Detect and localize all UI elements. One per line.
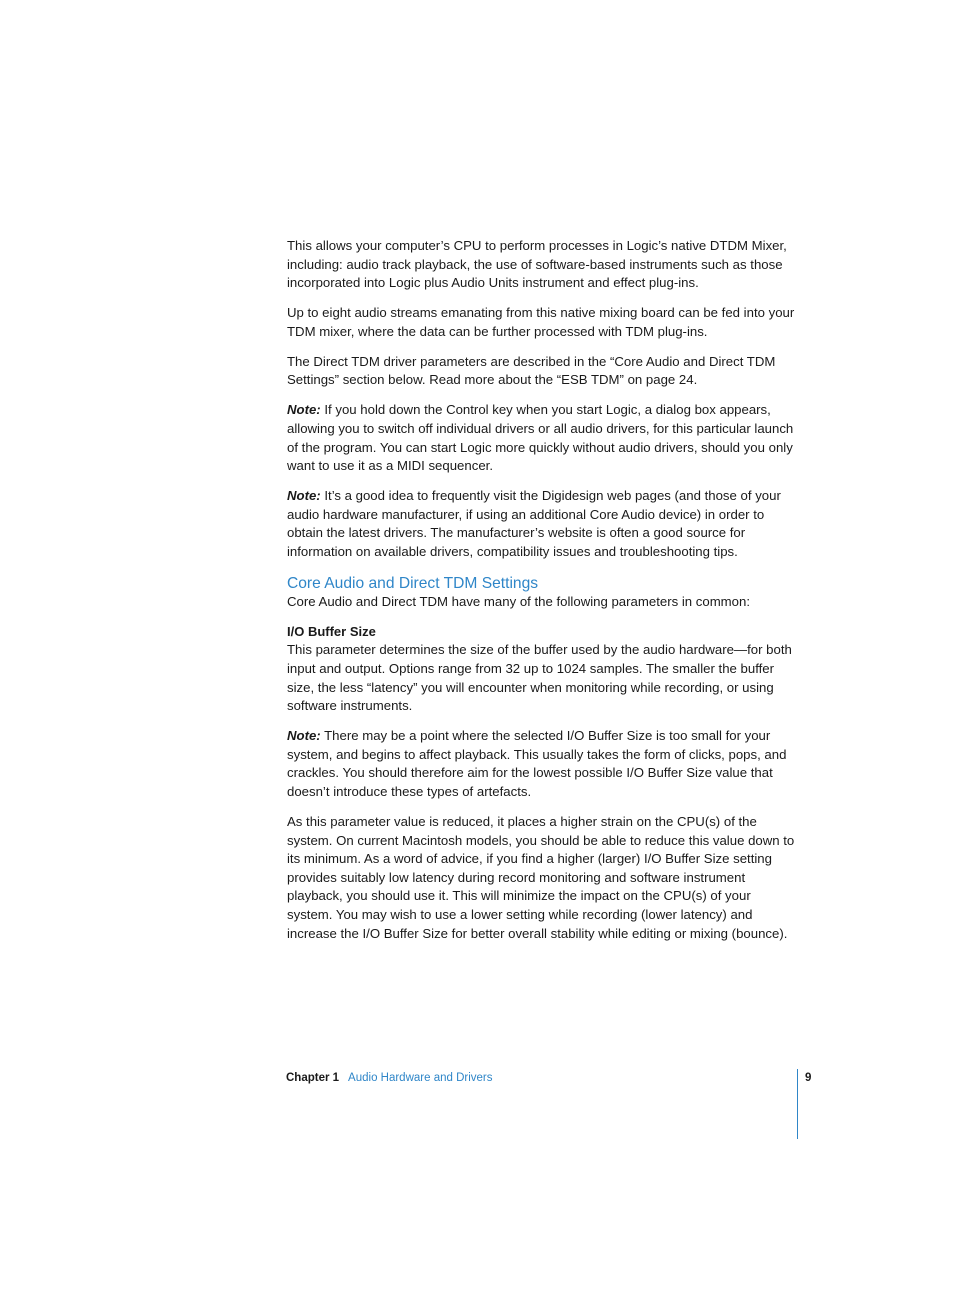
note-control-key [287, 401, 799, 475]
footer-divider [797, 1069, 798, 1139]
paragraph-audio-streams: Up to eight audio streams emanating from this native mixing board can be fed into your TDM mixer, where the data can be further processed with TDM plug-ins. [287, 305, 795, 339]
note-digidesign-web [287, 487, 799, 561]
page-number: 9 [805, 1072, 812, 1084]
footer-chapter-label: Chapter 1 [286, 1072, 340, 1084]
page-footer [286, 1070, 493, 1086]
paragraph-cpu-processes: This allows your computer’s CPU to perform processes in Logic’s native DTDM Mixer, including: audio track playback, the use of software-based instruments such as those incorporated into Logic plus Audio Units instrument and effect plug-ins. [287, 238, 787, 291]
note-buffer-too-small [287, 727, 799, 801]
note-text: If you hold down the Control key when you start Logic, a dialog box appears, allowing you to switch off individual drivers or all audio drivers, for this particular launch of the program. You can start Logic more quickly without audio drivers, should you only want to use it as a MIDI sequencer. [287, 402, 794, 474]
paragraph-direct-tdm-parameters: The Direct TDM driver parameters are described in the “Core Audio and Direct TDM Settings” section below. Read more about the “ESB TDM” on page 24. [287, 353, 776, 388]
note-label: Note: [287, 488, 321, 504]
footer-chapter-title-link[interactable]: Audio Hardware and Drivers [348, 1072, 493, 1084]
paragraph-cpu-strain: As this parameter value is reduced, it places a higher strain on the CPU(s) of the system. On current Macintosh models, you should be able to reduce this value down to its minimum. As a word of advice, if you find a higher (larger) I/O Buffer Size setting provides suitably low latency during record monitoring and software instrument playback, you should use it. This will minimize the impact on the CPU(s) of your system. You may wish to use a lower setting while recording (lower latency) and increase the I/O Buffer Size for better overall stability while editing or mixing (bounce). [287, 813, 795, 941]
page-content [287, 237, 799, 955]
subheading-io-buffer-size: I/O Buffer Size [287, 623, 376, 639]
note-label: Note: [287, 728, 321, 744]
note-label: Note: [287, 402, 321, 418]
section-intro: Core Audio and Direct TDM have many of the following parameters in common: [287, 593, 750, 609]
note-text: There may be a point where the selected I/O Buffer Size is too small for your system, and begins to affect playback. This usually takes the form of clicks, pops, and crackles. You should therefore aim for the lowest possible I/O Buffer Size value that doesn’t introduce these types of artefacts. [287, 728, 787, 799]
section-heading: Core Audio and Direct TDM Settings [287, 574, 539, 592]
note-text: It’s a good idea to frequently visit the Digidesign web pages (and those of your audio hardware manufacturer, if using an additional Core Audio device) in order to obtain the latest drivers. The manufacturer’s website is often a good source for information on available drivers, compatibility issues and troubleshooting tips. [287, 488, 781, 559]
paragraph-buffer-description: This parameter determines the size of the buffer used by the audio hardware—for both input and output. Options range from 32 up to 1024 samples. The smaller the buffer size, the less “latency” you will encounter when monitoring while recording, or using software instruments. [287, 642, 792, 714]
